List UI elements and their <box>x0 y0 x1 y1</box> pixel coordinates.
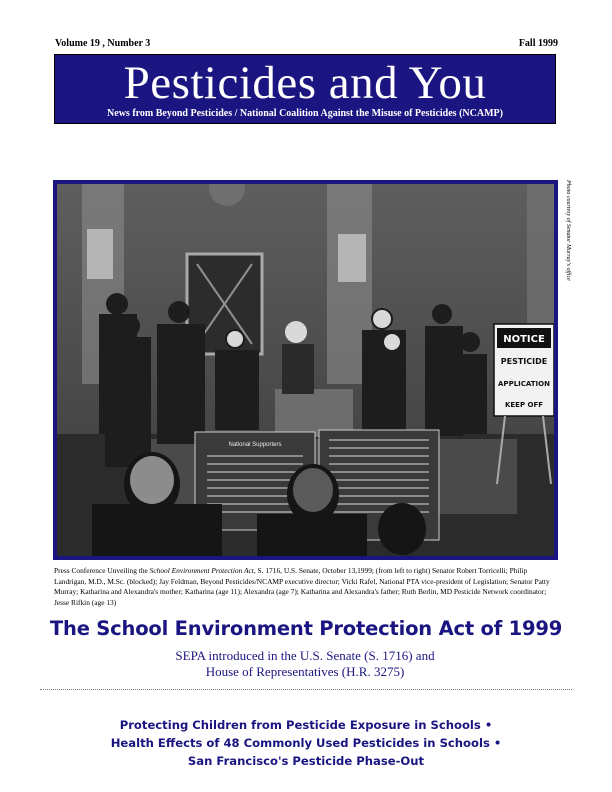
masthead-subtitle: News from Beyond Pesticides / National Coalition Against the Misuse of Pesticides (NCAMP) <box>107 108 503 119</box>
main-headline: The School Environment Protection Act of 1999 <box>49 617 563 640</box>
teaser-item: Health Effects of 48 Commonly Used Pesticides in Schools • <box>110 736 502 750</box>
sign-line-pesticide: PESTICIDE <box>500 357 548 366</box>
subhead-line-1: SEPA introduced in the U.S. Senate (S. 1716) and <box>175 648 435 663</box>
caption-act-title: School Environment Protection Act <box>149 566 254 575</box>
press-conference-photo <box>57 184 554 556</box>
caption-rest: , S. 1716, U.S. Senate, October 13,1999; (from left to right) Senator Robert Torricelli; Philip Landrigan, M.D., M.Sc. (blocked); Jay Feldman, Beyond Pesticides/NCAMP executive director; Vicki Rafel, National PTA vice-president of Legislation; Senator Patty Murray; Katharina and Alexandra's mother; Katharina (age 11); Alexandra (age 7); Katharina and Alexandra's father; Ruth Berlin, MD Pesticide Network coordinator; Jesse Rifkin (age 13) <box>54 566 550 607</box>
masthead <box>54 54 556 124</box>
sign-line-keep-off: KEEP OFF <box>504 401 544 409</box>
subheadline <box>54 648 556 680</box>
photo-credit: Photo courtesy of Senator Murray's office <box>565 180 571 281</box>
teaser-item: Protecting Children from Pesticide Exposure in Schools • <box>119 718 493 732</box>
sign-line-application: APPLICATION <box>498 380 550 388</box>
masthead-title: Pesticides and You <box>123 57 487 109</box>
issue-volume: Volume 19 , Number 3 <box>55 38 151 49</box>
board-title: National Supporters <box>228 442 282 448</box>
photo-caption <box>54 566 556 608</box>
sign-notice: NOTICE <box>503 334 545 345</box>
dotted-divider <box>40 689 572 690</box>
cover-photo <box>53 180 558 560</box>
teaser-list <box>40 716 572 770</box>
issue-season: Fall 1999 <box>518 38 558 49</box>
caption-lead: Press Conference Unveiling the <box>54 566 150 575</box>
subhead-line-2: House of Representatives (H.R. 3275) <box>205 664 405 679</box>
teaser-item: San Francisco's Pesticide Phase-Out <box>187 754 425 768</box>
